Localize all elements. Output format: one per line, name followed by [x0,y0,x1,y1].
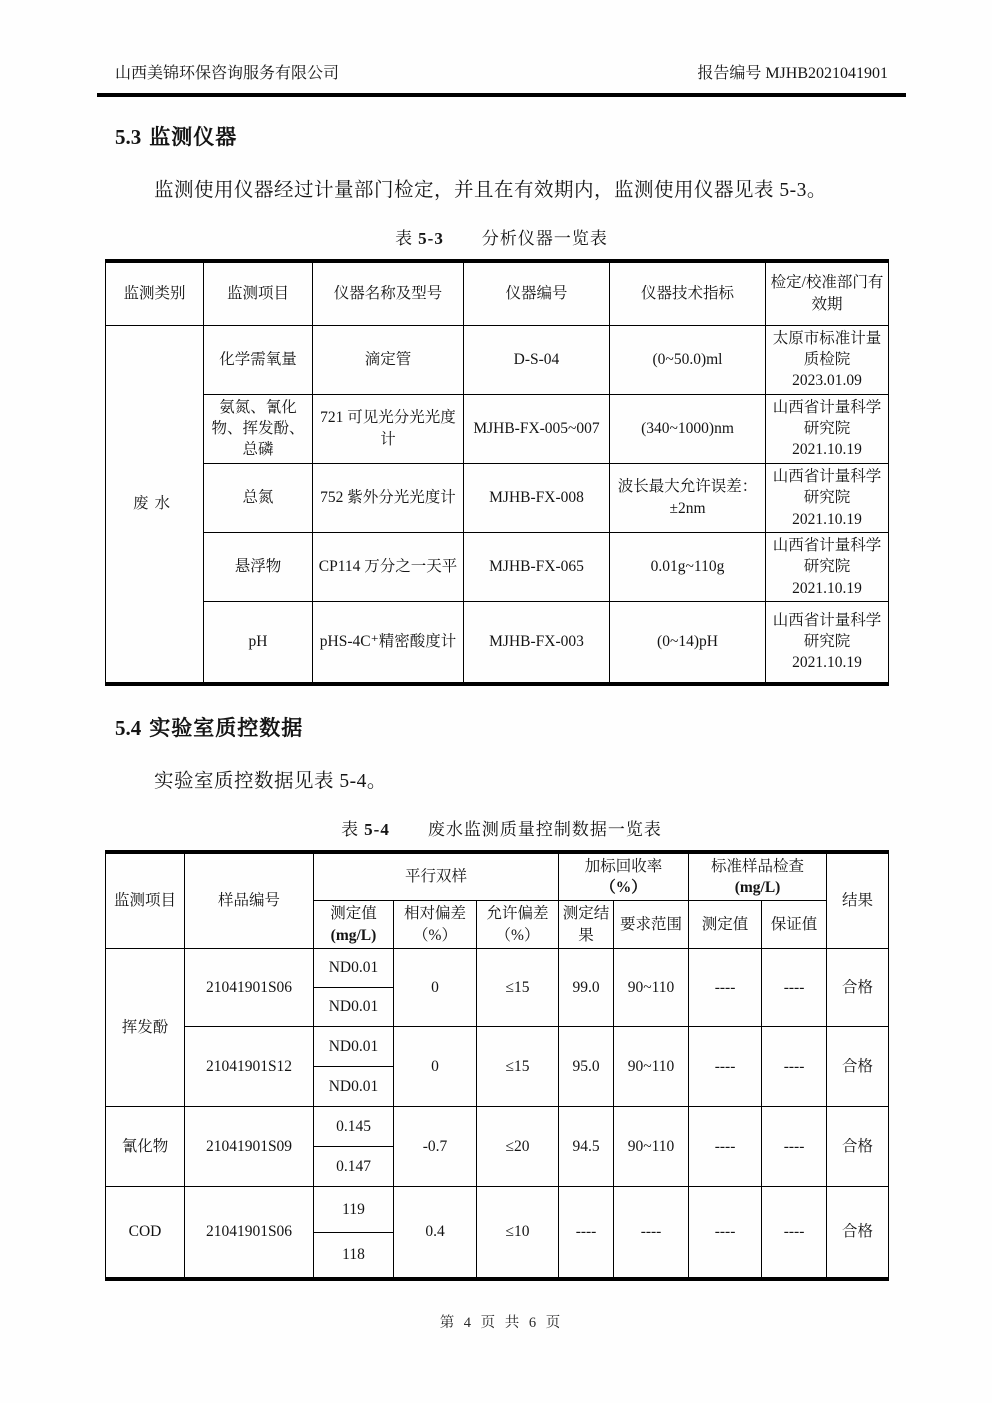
standard-group-label: 标准样品检查 [711,857,805,875]
section-title: 监测仪器 [149,125,238,149]
dept-name: 山西省计量科学研究院 [772,398,882,437]
cell-standard-value: ---- [689,1187,762,1279]
cell-standard-guarantee: ---- [762,1187,827,1279]
col-header-recovery-result: 测定结果 [559,901,614,949]
relative-dev-label: 相对偏差 [403,905,466,923]
paragraph-5-4: 实验室质控数据见表 5-4。 [154,770,387,792]
caption-title: 废水监测质量控制数据一览表 [427,819,662,839]
cell-instrument: pHS-4C⁺精密酸度计 [313,602,464,684]
col-header-sample-id: 样品编号 [185,852,314,949]
cell-instrument: 滴定管 [313,325,464,394]
cell-instrument: CP114 万分之一天平 [313,532,464,601]
cell-parallel-value: ND0.01 [314,1067,394,1107]
dept-name: 山西省计量科学研究院 [772,536,882,576]
cell-parallel-value: 119 [314,1187,394,1233]
table-row [106,532,889,601]
cell-sample-id: 21041901S09 [185,1107,314,1187]
cell-instrument: 721 可见光分光光度计 [313,394,464,463]
cell-standard-value: ---- [689,1107,762,1187]
cell-dept [766,325,889,394]
cell-dept [766,602,889,684]
col-header-result: 结果 [827,852,889,949]
dept-name: 山西省计量科学研究院 [772,467,882,507]
valid-date: 2021.10.19 [792,441,862,459]
cell-parallel-value: ND0.01 [314,988,394,1027]
allowed-dev-label: 允许偏差 [486,905,549,923]
parallel-value-label: 测定值 [330,905,377,923]
table-row [106,463,889,532]
table-row [106,949,889,988]
cell-parallel-value: 0.145 [314,1107,394,1147]
report-number: 报告编号 MJHB2021041901 [697,65,888,82]
cell-standard-guarantee: ---- [762,1027,827,1107]
cell-sample-id: 21041901S12 [185,1027,314,1107]
cell-category: 废水 [106,325,204,684]
col-header-spec: 仪器技术指标 [610,261,766,325]
allowed-dev-unit: （%） [495,926,540,944]
cell-relative-dev: -0.7 [394,1107,477,1187]
cell-recovery-result: 94.5 [559,1107,614,1187]
section-heading-5-4 [97,712,906,742]
cell-recovery-result: 95.0 [559,1027,614,1107]
standard-group-unit: (mg/L) [734,878,781,896]
col-header-item: 监测项目 [204,261,313,325]
col-header-standard-group [689,852,827,901]
section-heading-5-3 [97,121,906,151]
table-row [106,325,889,394]
cell-recovery-result: ---- [559,1187,614,1279]
cell-item: 悬浮物 [204,532,313,601]
qc-data-table [105,850,889,1281]
col-header-standard-guarantee: 保证值 [762,901,827,949]
cell-result: 合格 [827,1027,889,1107]
col-header-allowed-dev [477,901,559,949]
recovery-group-unit: （%） [600,878,647,896]
cell-instrument: 752 紫外分光光度计 [313,463,464,532]
cell-standard-value: ---- [689,949,762,1027]
col-header-dept: 检定/校准部门有效期 [766,261,889,325]
cell-item: 化学需氧量 [204,325,313,394]
cell-allowed-dev: ≤15 [477,1027,559,1107]
cell-spec: 0.01g~110g [610,532,766,601]
table-row [106,394,889,463]
cell-code: D-S-04 [464,325,610,394]
cell-sample-id: 21041901S06 [185,1187,314,1279]
cell-recovery-range: 90~110 [614,1107,689,1187]
cell-allowed-dev: ≤20 [477,1107,559,1187]
paragraph-5-3: 监测使用仪器经过计量部门检定，并且在有效期内，监测使用仪器见表 5-3。 [154,180,827,201]
cell-parallel-value: ND0.01 [314,949,394,988]
col-header-recovery-range: 要求范围 [614,901,689,949]
cell-item: 总氮 [204,463,313,532]
cell-dept [766,394,889,463]
cell-code: MJHB-FX-005~007 [464,394,610,463]
cell-code: MJHB-FX-003 [464,602,610,684]
cell-sample-id: 21041901S06 [185,949,314,1027]
valid-date: 2021.10.19 [792,654,862,672]
cell-result: 合格 [827,1107,889,1187]
cell-item: COD [106,1187,185,1279]
cell-result: 合格 [827,949,889,1027]
caption-label: 表 [395,229,414,248]
section-title: 实验室质控数据 [149,715,304,740]
header-divider [97,93,906,97]
cell-standard-guarantee: ---- [762,1107,827,1187]
relative-dev-unit: （%） [413,926,457,944]
section-number: 5.3 [115,125,142,149]
dept-name: 山西省计量科学研究院 [772,611,882,651]
table-row [106,1027,889,1067]
instrument-table [105,259,889,686]
company-name: 山西美锦环保咨询服务有限公司 [115,65,340,82]
cell-standard-value: ---- [689,1027,762,1107]
parallel-value-unit: (mg/L) [330,926,377,944]
cell-spec: (0~50.0)ml [610,325,766,394]
col-header-parallel-group: 平行双样 [314,852,559,901]
col-header-relative-dev [394,901,477,949]
caption-number: 5-3 [418,229,444,248]
table-row [106,1187,889,1233]
cell-item: pH [204,602,313,684]
cell-standard-guarantee: ---- [762,949,827,1027]
cell-recovery-result: 99.0 [559,949,614,1027]
cell-parallel-value: ND0.01 [314,1027,394,1067]
cell-spec: (0~14)pH [610,602,766,684]
cell-parallel-value: 118 [314,1233,394,1279]
cell-item: 氨氮、氰化物、挥发酚、总磷 [204,394,313,463]
cell-dept [766,463,889,532]
table-row [106,602,889,684]
cell-code: MJHB-FX-008 [464,463,610,532]
cell-spec: (340~1000)nm [610,394,766,463]
table-row [106,1107,889,1147]
cell-dept [766,532,889,601]
cell-recovery-range: 90~110 [614,1027,689,1107]
valid-date: 2021.10.19 [792,579,862,597]
col-header-standard-value: 测定值 [689,901,762,949]
caption-title: 分析仪器一览表 [481,229,608,248]
section-number: 5.4 [115,715,142,740]
table-5-3-caption [97,224,906,249]
cell-spec: 波长最大允许误差：±2nm [610,463,766,532]
cell-recovery-range: 90~110 [614,949,689,1027]
cell-parallel-value: 0.147 [314,1147,394,1187]
valid-date: 2023.01.09 [792,372,862,390]
caption-number: 5-4 [364,819,390,839]
table-header-row [106,261,889,325]
cell-allowed-dev: ≤10 [477,1187,559,1279]
cell-relative-dev: 0 [394,1027,477,1107]
col-header-parallel-value [314,901,394,949]
cell-relative-dev: 0 [394,949,477,1027]
col-header-item: 监测项目 [106,852,185,949]
cell-recovery-range: ---- [614,1187,689,1279]
valid-date: 2021.10.19 [792,510,862,528]
table-5-4-caption [97,815,906,840]
col-header-code: 仪器编号 [464,261,610,325]
col-header-category: 监测类别 [106,261,204,325]
page-number: 第 4 页 共 6 页 [439,1314,564,1331]
col-header-instrument: 仪器名称及型号 [313,261,464,325]
cell-item: 氰化物 [106,1107,185,1187]
table-header-row [106,852,889,901]
caption-label: 表 [341,819,360,839]
recovery-group-label: 加标回收率 [584,857,663,875]
document-header [97,60,906,83]
cell-relative-dev: 0.4 [394,1187,477,1279]
cell-result: 合格 [827,1187,889,1279]
dept-name: 太原市标准计量质检院 [772,329,882,368]
cell-code: MJHB-FX-065 [464,532,610,601]
cell-item: 挥发酚 [106,949,185,1107]
col-header-recovery-group [559,852,689,901]
cell-allowed-dev: ≤15 [477,949,559,1027]
